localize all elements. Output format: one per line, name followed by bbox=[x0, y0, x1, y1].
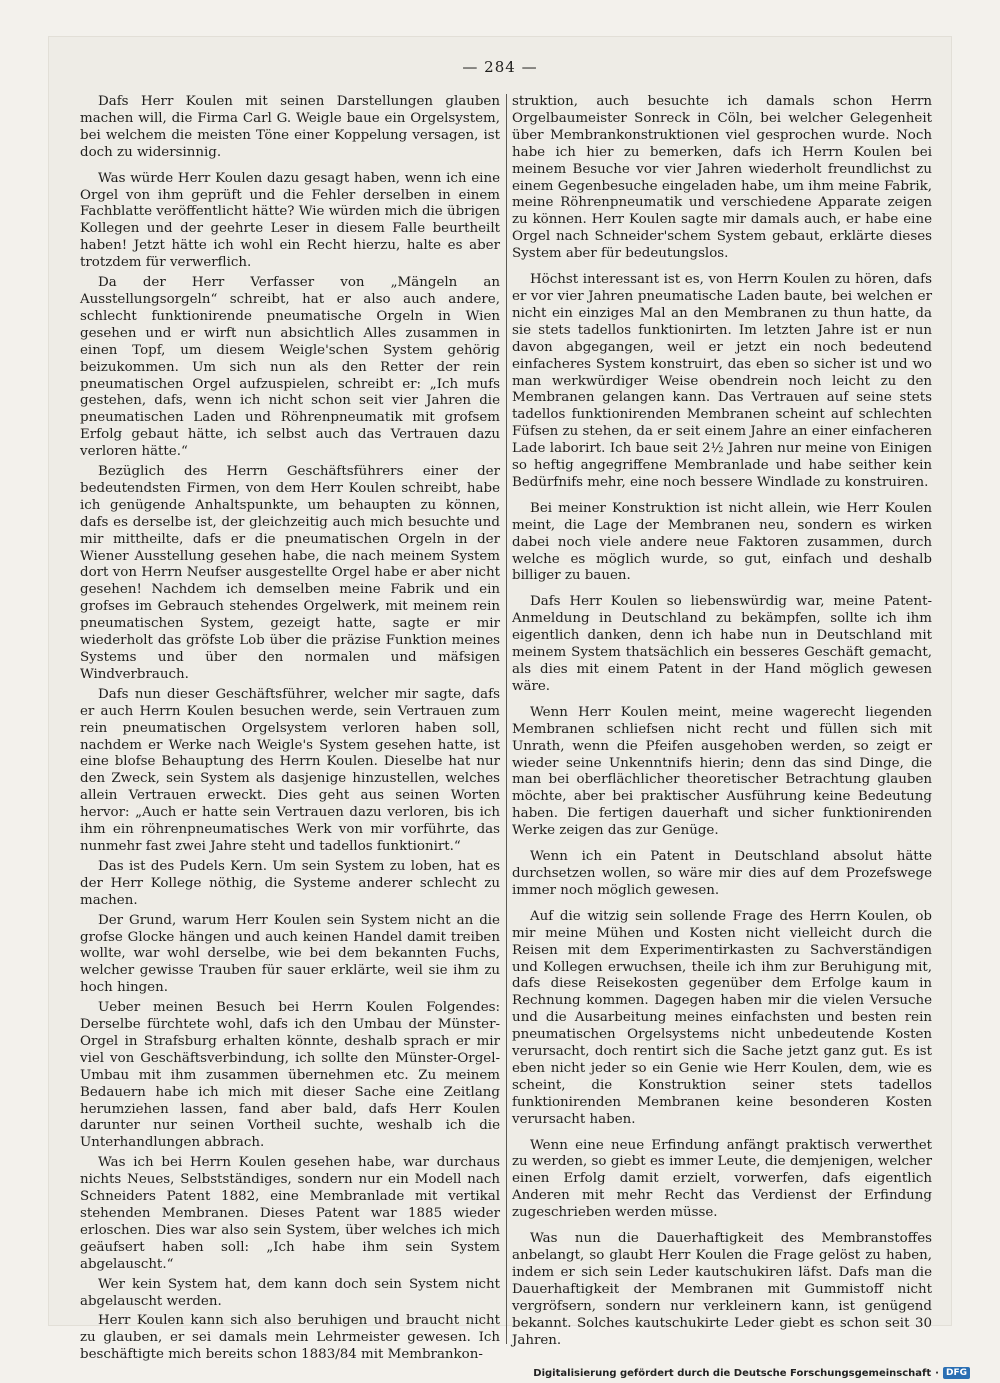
paragraph: Dafs Herr Koulen mit seinen Darstellungen glauben machen will, die Firma Carl G. Weigle baue ein Orgelsystem, bei welchem die meisten Töne einer Koppelung versagen, ist doch zu widersinnig. bbox=[80, 94, 500, 160]
paragraph: Auf die witzig sein sollende Frage des Herrn Koulen, ob mir meine Mühen und Kosten nicht vielleicht durch die Reisen mit dem Experimentirkasten zu Sachverständigen und Kollegen erwuchsen, theile ich ihm zur Beruhigung mit, dafs diese Reisekosten gegenüber dem Erfolge kaum in Rechnung kommen. Dagegen haben mir die vielen Versuche und die Ausarbeitung meines einfachsten und besten rein pneumatischen Orgelsystems nicht unbedeutende Kosten verursacht, doch rentirt sich die Sache jetzt ganz gut. Es ist eben nicht jeder so ein Genie wie Herr Koulen, dem, wie es scheint, die Konstruktion seiner stets tadellos funktionirenden Membranen keine besonderen Kosten verursacht haben. bbox=[512, 908, 932, 1127]
newspaper-page bbox=[48, 36, 952, 1363]
paragraph: Der Grund, warum Herr Koulen sein System nicht an die grofse Glocke hängen und auch keinen Handel damit treiben wollte, war wohl derselbe, wie bei dem bekannten Fuchs, welcher gewisse Trauben für sauer erklärte, weil sie ihm zu hoch hingen. bbox=[80, 912, 500, 996]
paragraph: Da der Herr Verfasser von „Mängeln an Ausstellungsorgeln“ schreibt, hat er also auch andere, schlecht funktionirende pneumatische Orgeln in Wien gesehen und er wirft nun absichtlich Alles zusammen in einen Topf, um diesem Weigle'schen System gehörig beizukommen. Um sich nun als den Retter der rein pneumatischen Orgel aufzuspielen, schreibt er: „Ich mufs gestehen, dafs, wenn ich nicht schon seit vier Jahren die pneumatischen Laden und Röhrenpneumatik mit grofsem Erfolg gebaut hätte, ich selbst auch das Vertrauen dazu verloren hätte.“ bbox=[80, 275, 500, 460]
paragraph: Ueber meinen Besuch bei Herrn Koulen Folgendes: Derselbe fürchtete wohl, dafs ich den Umbau der Münster-Orgel in Strafsburg erhalten könnte, deshalb sprach er mir viel von Geschäftsverbindung, ich sollte den Münster-Orgel-Umbau mit ihm zusammen übernehmen etc. Zu meinem Bedauern habe ich mich mit dieser Sache eine Zeitlang herumziehen lassen, fand aber bald, dafs Herr Koulen darunter nur seinen Vortheil suchte, weshalb ich die Unterhandlungen abbrach. bbox=[80, 1000, 500, 1151]
digitization-credit bbox=[533, 1367, 970, 1379]
paragraph: Bezüglich des Herrn Geschäftsführers einer der bedeutendsten Firmen, von dem Herr Koulen schreibt, habe ich genügende Anhaltspunkte, um behaupten zu können, dafs es derselbe ist, der gleichzeitig auch mich besuchte und mir mittheilte, dafs er die pneumatischen Orgeln in der Wiener Ausstellung gesehen habe, die nach meinem System dort von Herrn Neufser ausgestellte Orgel habe er aber nicht gesehen! Nachdem ich demselben meine Fabrik und ein grofses im Gebrauch stehendes Orgelwerk, mit meinem rein pneumatischen System, gezeigt hatte, sagte er mir wiederholt das gröfste Lob über die präzise Funktion meines Systems und über den normalen und mäfsigen Windverbrauch. bbox=[80, 464, 500, 682]
paragraph: Herr Koulen kann sich also beruhigen und braucht nicht zu glauben, er sei damals mein Lehrmeister gewesen. Ich beschäftigte mich bereits schon 1883/84 mit Membrankon- bbox=[80, 1313, 500, 1363]
paragraph: Dafs nun dieser Geschäftsführer, welcher mir sagte, dafs er auch Herrn Koulen besuchen werde, sein Vertrauen zum rein pneumatischen Orgelsystem verloren haben soll, nachdem er Werke nach Weigle's System gesehen hatte, ist eine blofse Behauptung des Herrn Koulen. Dieselbe hat nur den Zweck, sein System als dasjenige hinzustellen, welches allein Vertrauen erweckt. Dies geht aus seinen Worten hervor: „Auch er hatte sein Vertrauen dazu verloren, bis ich ihm ein röhrenpneumatisches Werk von mir vorführte, das nunmehr fast zwei Jahre steht und tadellos funktionirt.“ bbox=[80, 686, 500, 854]
paragraph: Dafs Herr Koulen so liebenswürdig war, meine Patent-Anmeldung in Deutschland zu bekämpfen, sollte ich ihm eigentlich danken, denn ich habe nun in Deutschland mit meinem System thatsächlich ein besseres Geschäft gemacht, als dies mit einem Patent in der Hand möglich gewesen wäre. bbox=[512, 594, 932, 694]
separator: · bbox=[935, 1367, 939, 1379]
paragraph: Wenn ich ein Patent in Deutschland absolut hätte durchsetzen wollen, so wäre mir dies auf dem Prozefswege immer noch möglich gewesen. bbox=[512, 849, 932, 898]
column-divider bbox=[506, 94, 507, 1344]
paragraph: Wenn eine neue Erfindung anfängt praktisch verwerthet zu werden, so giebt es immer Leute, die demjenigen, welcher einen Erfolg damit erzielt, vorwerfen, dafs eigentlich Anderen mit mehr Recht das Verdienst der Erfindung zugeschrieben werden müsse. bbox=[512, 1137, 932, 1221]
left-column bbox=[80, 94, 500, 1363]
dfg-logo: DFG bbox=[943, 1367, 970, 1379]
paragraph: struktion, auch besuchte ich damals schon Herrn Orgelbaumeister Sonreck in Cöln, bei welcher Gelegenheit über Membrankonstruktionen viel gesprochen wurde. Noch habe ich hier zu bemerken, dafs ich Herrn Koulen bei meinem Besuche vor vier Jahren wiederholt freundlichst zu einem Gegenbesuche eingeladen habe, um ihm meine Fabrik, meine Röhrenpneumatik und verschiedene Apparate zeigen zu können. Herr Koulen sagte mir damals auch, er habe eine Orgel nach Schneider'schem System gebaut, erklärte dieses System aber für bedeutungslos. bbox=[512, 94, 932, 262]
paragraph: Bei meiner Konstruktion ist nicht allein, wie Herr Koulen meint, die Lage der Membranen neu, sondern es wirken dabei noch viele andere neue Faktoren zusammen, durch welche es möglich wurde, so gut, einfach und deshalb billiger zu bauen. bbox=[512, 500, 932, 584]
paragraph: Was nun die Dauerhaftigkeit des Membranstoffes anbelangt, so glaubt Herr Koulen die Frage gelöst zu haben, indem er sich sein Leder kautschukiren läfst. Dafs man die Dauerhaftigkeit der Membranen mit Gummistoff nicht vergröfsern, sondern nur verkleinern kann, ist genügend bekannt. Solches kautschukirte Leder giebt es schon seit 30 Jahren. bbox=[512, 1231, 932, 1348]
paragraph: Höchst interessant ist es, von Herrn Koulen zu hören, dafs er vor vier Jahren pneumatische Laden baute, bei welchen er nicht ein einziges Mal an den Membranen zu thun hatte, da sie stets tadellos funktionirten. Im letzten Jahre ist er nun davon abgegangen, weil er jetzt ein noch bedeutend einfacheres System konstruirt, das eben so sicher ist und wo man werkwürdiger Weise obendrein noch leicht zu den Membranen gelangen kann. Das Vertrauen auf seine stets tadellos funktionirenden Membranen scheint auf schlechten Füfsen zu stehen, da er seit einem Jahre an einer einfacheren Lade laborirt. Ich baue seit 2½ Jahren nur meine von Einigen so heftig angegriffene Membranlade und habe seither kein Bedürfnifs mehr, eine noch bessere Windlade zu konstruiren. bbox=[512, 272, 932, 490]
credit-text: Digitalisierung gefördert durch die Deutsche Forschungsgemeinschaft bbox=[533, 1367, 932, 1379]
page-number: — 284 — bbox=[462, 58, 538, 76]
paragraph: Wenn Herr Koulen meint, meine wagerecht liegenden Membranen schliefsen nicht recht und füllen sich mit Unrath, wenn die Pfeifen ausgehoben werden, so zeigt er wieder seine Unkenntnifs hierin; denn das sind Dinge, die man bei oberflächlicher theoretischer Betrachtung glauben möchte, aber bei praktischer Ausführung keine Bedeutung haben. Die fertigen dauerhaft und sicher funktionirenden Werke zeigen das zur Genüge. bbox=[512, 704, 932, 839]
paragraph: Wer kein System hat, dem kann doch sein System nicht abgelauscht werden. bbox=[80, 1276, 500, 1309]
paragraph: Das ist des Pudels Kern. Um sein System zu loben, hat es der Herr Kollege nöthig, die Systeme anderer schlecht zu machen. bbox=[80, 858, 500, 908]
right-column bbox=[512, 94, 932, 1349]
paragraph: Was würde Herr Koulen dazu gesagt haben, wenn ich eine Orgel von ihm geprüft und die Fehler derselben in einem Fachblatte veröffentlicht hätte? Wie würden mich die übrigen Kollegen und der geehrte Leser in diesem Falle beurtheilt haben! Jetzt hätte ich wohl ein Recht hierzu, halte es aber trotzdem für verwerflich. bbox=[80, 170, 500, 271]
paragraph: Was ich bei Herrn Koulen gesehen habe, war durchaus nichts Neues, Selbstständiges, sondern nur ein Modell nach Schneiders Patent 1882, eine Membranlade mit vertikal stehenden Membranen. Dieses Patent war 1885 wieder erloschen. Dies war also sein System, über welches ich mich geäufsert haben soll: „Ich habe ihm sein System abgelauscht.“ bbox=[80, 1155, 500, 1272]
